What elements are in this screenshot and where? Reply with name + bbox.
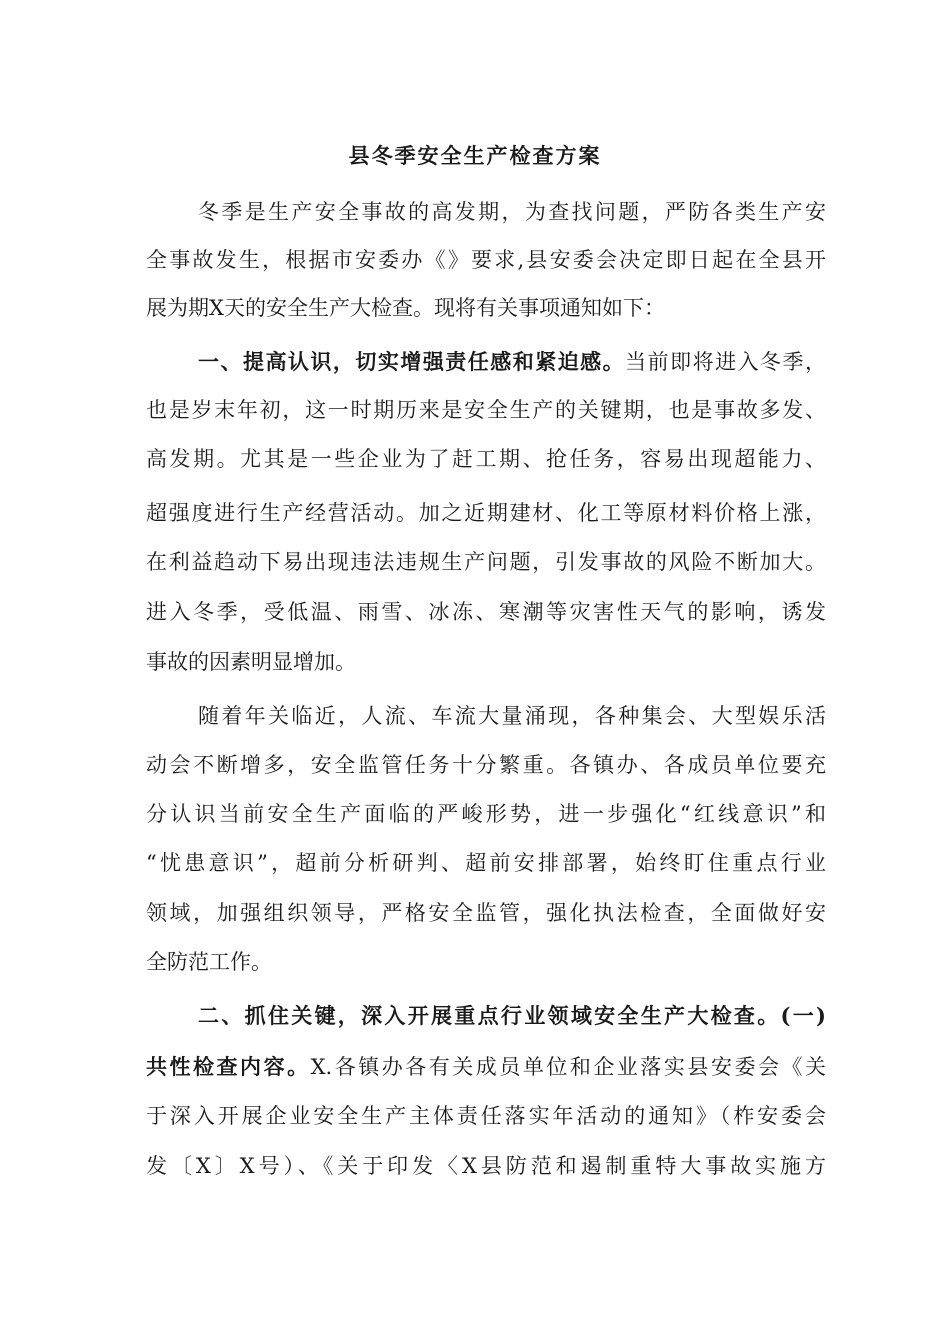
section-heading-line (198, 1000, 826, 1032)
line-text: 随着年关临近，人流、车流大量涌现，各种集会、大型娱乐活 (198, 704, 826, 728)
paragraph-line (146, 394, 826, 426)
line-text: 领域，加强组织领导，严格安全监管，强化执法检查，全面做好安 (146, 901, 826, 925)
subsection-heading: 共性检查内容。 (146, 1054, 311, 1079)
line-text: 高发期。尤其是一些企业为了赶工期、抢任务，容易出现超能力、 (146, 447, 826, 471)
paragraph-line (146, 443, 826, 475)
paragraph-line (146, 244, 826, 276)
line-text: 分认识当前安全生产面临的严峻形势，进一步强化“红线意识”和 (146, 802, 826, 826)
line-text: 于深入开展企业安全生产主体责任落实年活动的通知》（柞安委会 (146, 1104, 826, 1128)
paragraph-line (146, 497, 826, 529)
line-text: 全事故发生，根据市安委办《》要求,县安委会决定即日起在全县开 (146, 248, 826, 272)
line-text: 冬季是生产安全事故的高发期，为查找问题，严防各类生产安 (198, 200, 826, 224)
paragraph-line (146, 749, 826, 781)
paragraph-line (146, 1100, 826, 1132)
paragraph-line (146, 847, 826, 879)
paragraph-line (146, 897, 826, 929)
section-heading: 二、抓住关键，深入开展重点行业领域安全生产大检查。(一) (198, 1003, 826, 1028)
line-text: 全防范工作。 (146, 950, 272, 974)
paragraph-line (146, 546, 826, 578)
line-text: 事故的因素明显增加。 (146, 650, 356, 674)
paragraph-line (146, 798, 826, 830)
line-text: 进入冬季，受低温、雨雪、冰冻、寒潮等灾害性天气的影响，诱发 (146, 600, 826, 624)
line-text: 展为期X天的安全生产大检查。现将有关事项通知如下： (146, 296, 665, 320)
line-text: 超强度进行生产经营活动。加之近期建材、化工等原材料价格上涨， (146, 501, 826, 525)
section-heading: 一、提高认识，切实增强责任感和紧迫感。 (198, 349, 626, 374)
paragraph-line (198, 700, 826, 732)
line-text: 当前即将进入冬季， (625, 350, 827, 374)
line-text: 也是岁末年初，这一时期历来是安全生产的关键期，也是事故多发、 (146, 398, 826, 422)
paragraph-line (146, 1150, 826, 1182)
paragraph-line (146, 292, 826, 324)
line-text: 发〔X〕X号）、《关于印发〈X县防范和遏制重特大事故实施方 (146, 1154, 826, 1178)
line-text: 动会不断增多，安全监管任务十分繁重。各镇办、各成员单位要充 (146, 753, 826, 777)
line-text: 在利益趋动下易出现违法违规生产问题，引发事故的风险不断加大。 (146, 550, 826, 574)
paragraph-line (198, 196, 826, 228)
paragraph-line (146, 1051, 826, 1083)
paragraph-line (146, 946, 826, 978)
line-text: “忧患意识”，超前分析研判、超前安排部署，始终盯住重点行业 (146, 851, 826, 875)
paragraph-line (146, 596, 826, 628)
paragraph-line (146, 646, 826, 678)
section-heading-line (198, 346, 826, 378)
line-text: X.各镇办各有关成员单位和企业落实县安委会《关 (310, 1055, 826, 1079)
document-title: 县冬季安全生产检查方案 (348, 143, 602, 168)
